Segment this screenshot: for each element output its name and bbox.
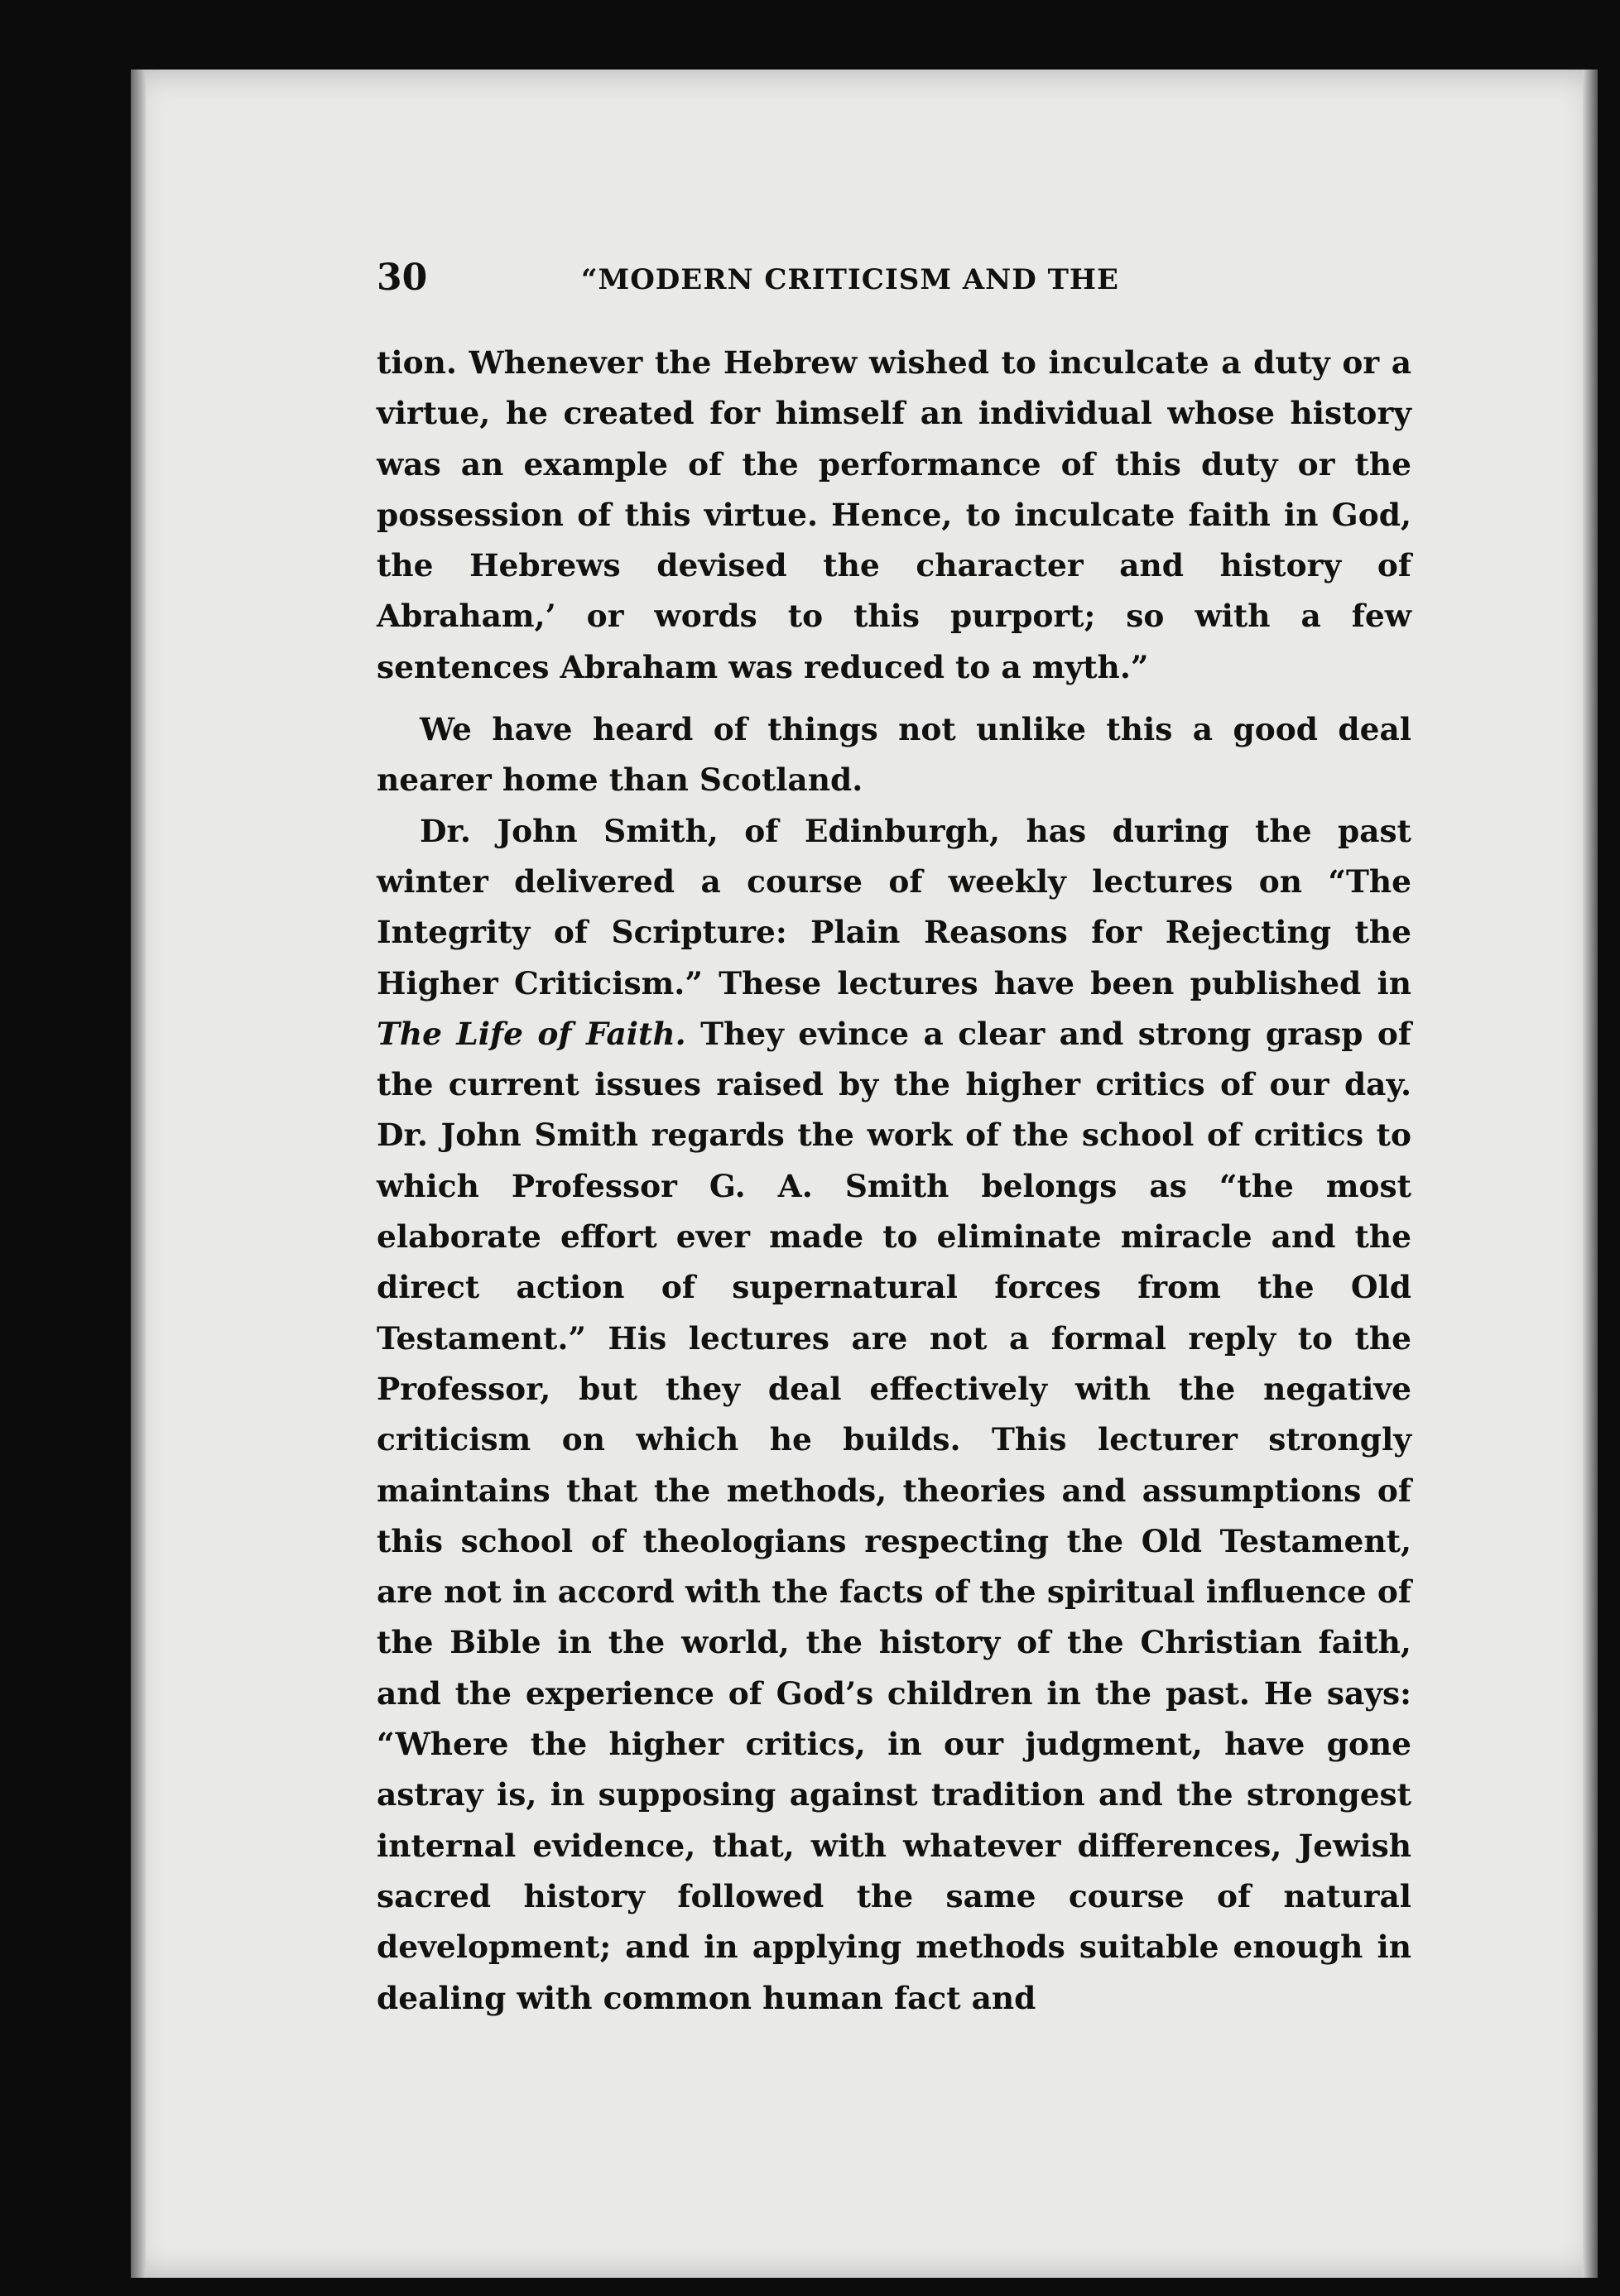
paragraph-scotland: We have heard of things not unlike this a good deal nearer home than Scotland. bbox=[377, 711, 1411, 799]
page-left-edge-shadow bbox=[131, 70, 146, 2278]
running-head: “MODERN CRITICISM AND THE bbox=[581, 263, 1119, 296]
paragraph-text-before-title: Dr. John Smith, of Edinburgh, has during the past winter delivered a course of weekly lectures on “The Integrity of Scripture: Plain Reasons for Rejecting the Higher Criticism.” These lectures have been published in bbox=[377, 812, 1411, 1001]
page-number: 30 bbox=[377, 257, 428, 299]
body-text bbox=[377, 338, 1411, 2024]
paragraph-quote-end: tion. Whenever the Hebrew wished to inculcate a duty or a virtue, he created for himself an individual whose history was an example of the performance of this duty or the possession of this virtue. Hence, to inculcate faith in God, the Hebrews devised the character and history of Abraham,’ or words to this purport; so with a few sentences Abraham was reduced to a myth.” bbox=[377, 344, 1411, 685]
page-header bbox=[377, 253, 1411, 303]
page-right-edge-shadow bbox=[1583, 70, 1598, 2278]
paragraph-john-smith bbox=[377, 806, 1411, 2024]
publication-title: The Life of Faith. bbox=[377, 1015, 686, 1052]
paragraph-text-after-title: They evince a clear and strong grasp of the current issues raised by the higher critics of our day. Dr. John Smith regards the work of the school of critics to which Professor G. A. Smith belongs as “the most elaborate effort ever made to eliminate miracle and the direct action of supernatural forces from the Old Testament.” His lectures are not a formal reply to the Professor, but they deal effectively with the negative criticism on which he builds. This lecturer strongly maintains that the methods, theories and assumptions of this school of theologians respecting the Old Testament, are not in accord with the facts of the spiritual influence of the Bible in the world, the history of the Christian faith, and the experience of God’s children in the past. He says: “Where the higher critics, in our judgment, have gone astray is, in supposing against tradition and the strongest internal evidence, that, with whatever differences, Jewish sacred history followed the same course of natural development; and in applying methods suitable enough in dealing with common human fact and bbox=[377, 1015, 1411, 2016]
